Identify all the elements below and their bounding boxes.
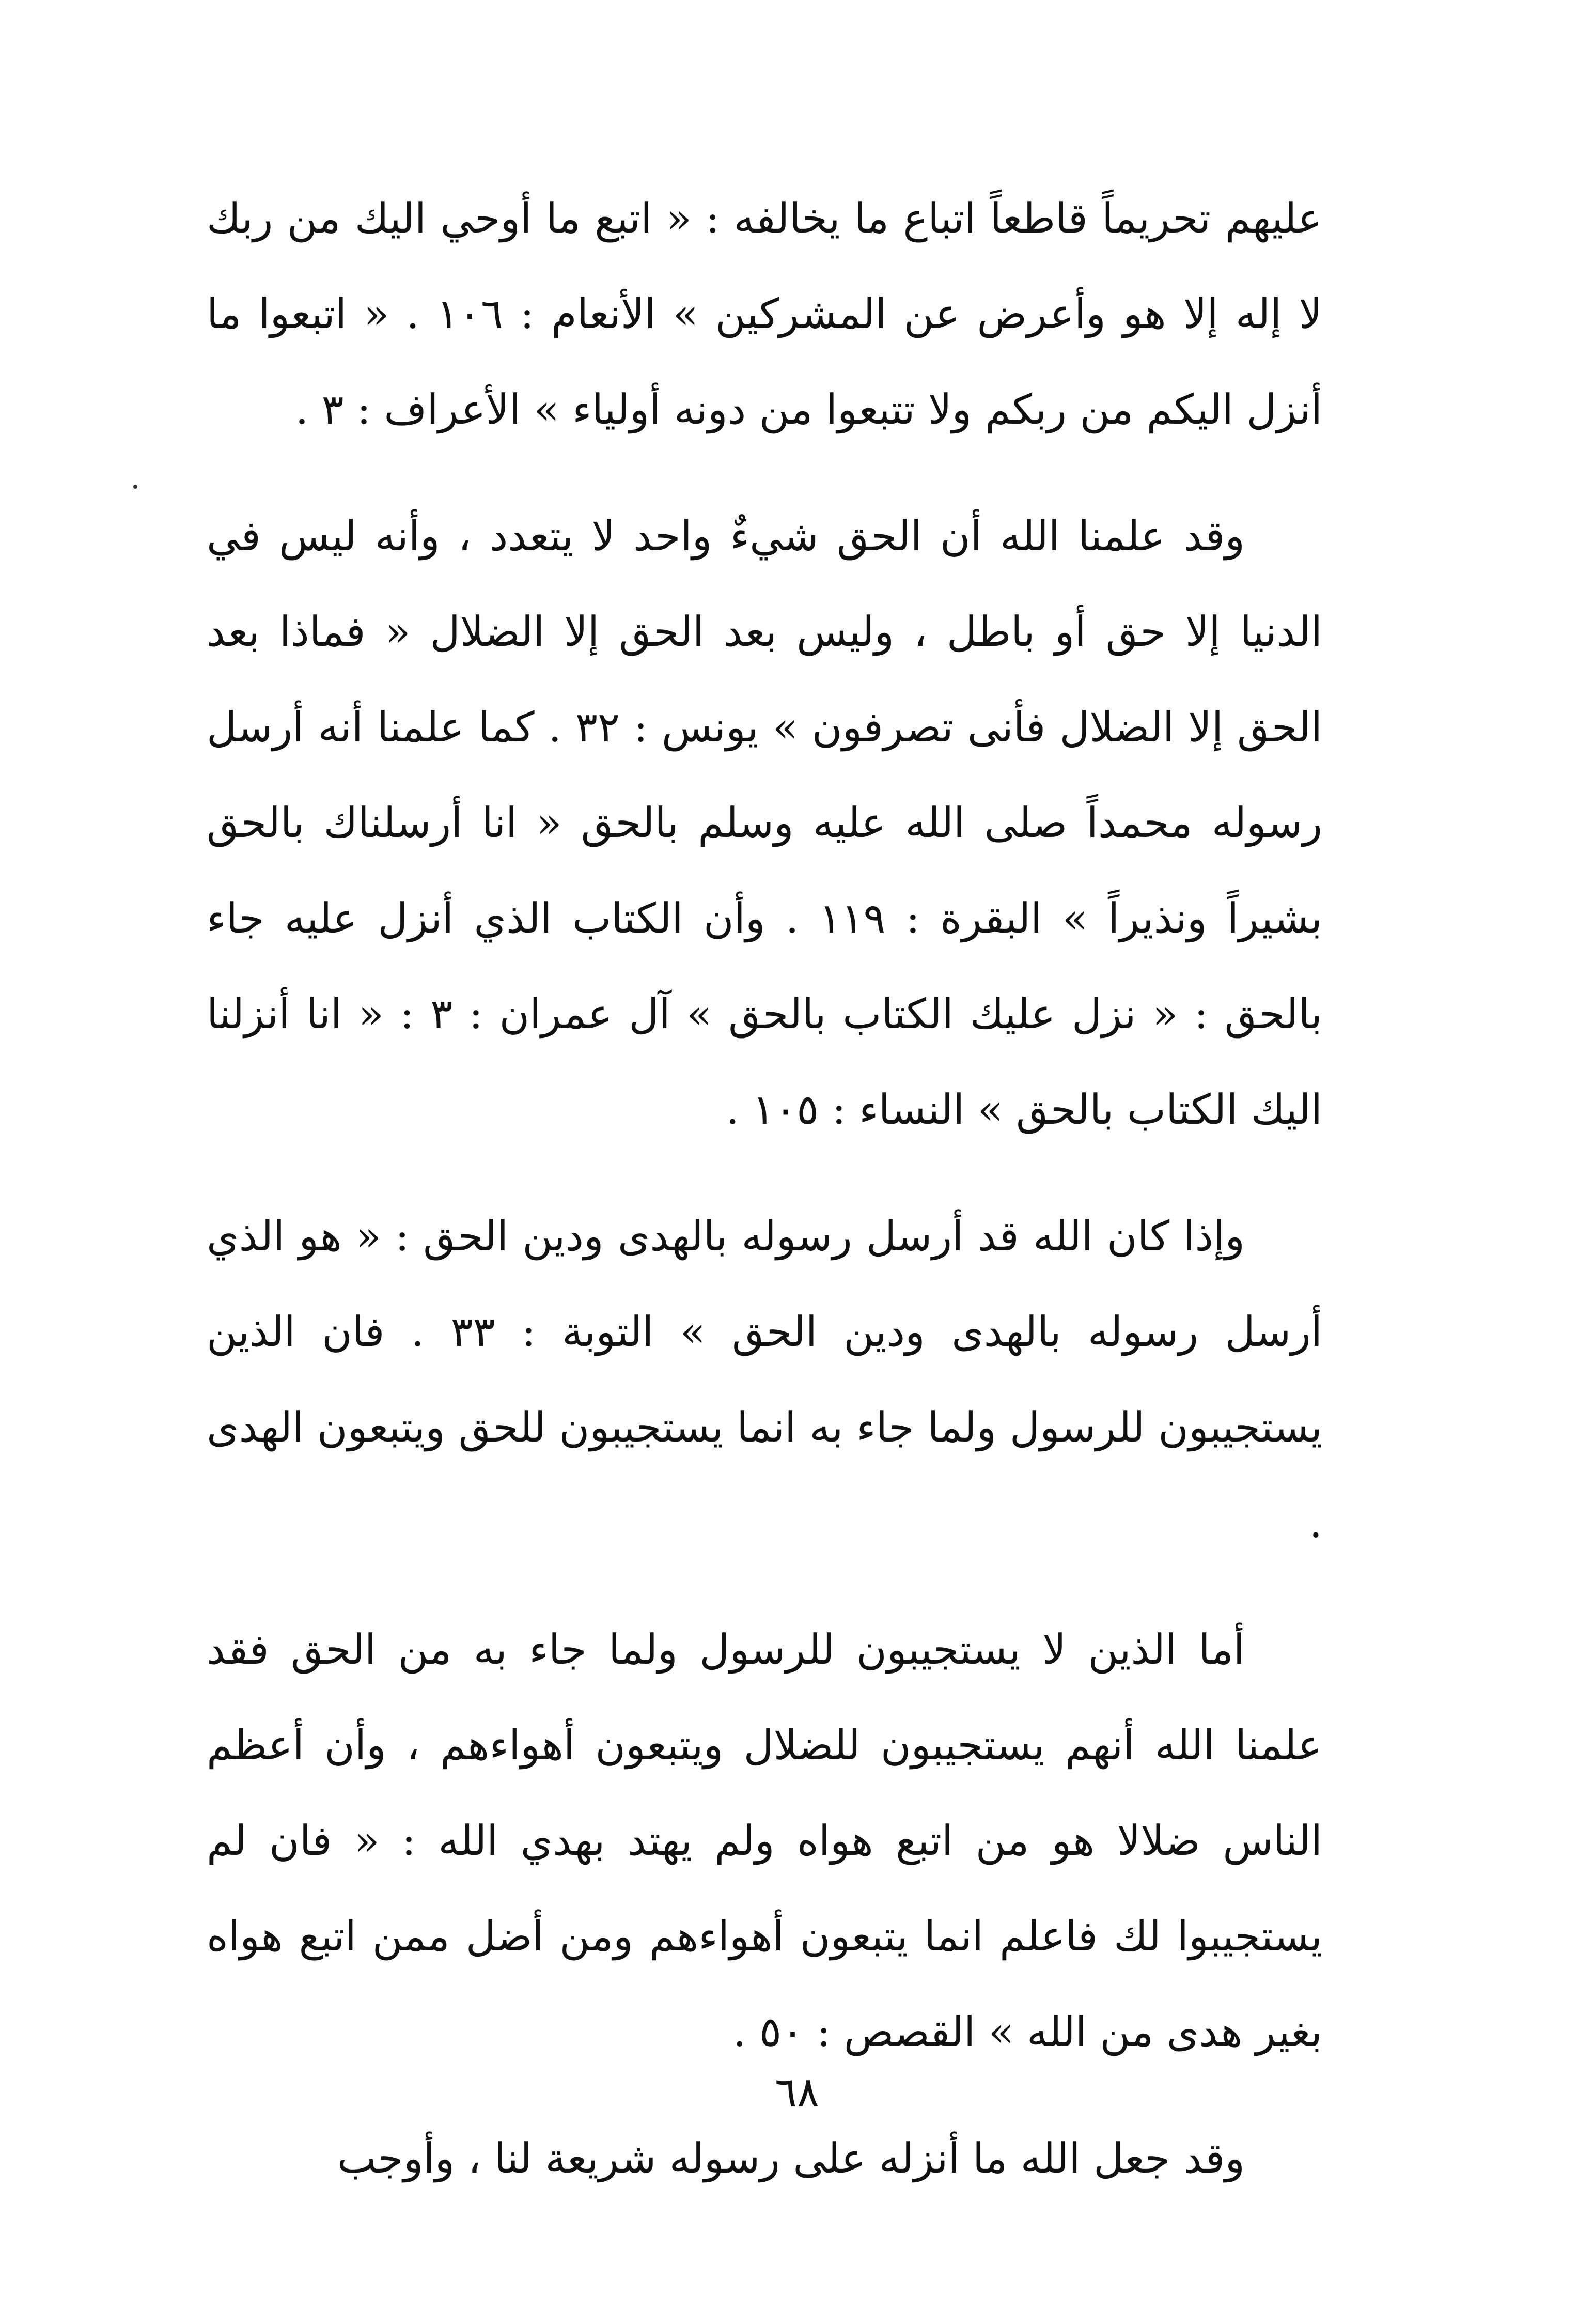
- page-number: ٦٨: [775, 2068, 819, 2116]
- paragraph-3: وإذا كان الله قد أرسل رسوله بالهدى ودين الحق : « هو الذي أرسل رسوله بالهدى ودين الحق » التوبة : ٣٣ . فان الذين يستجيبون للرسول ولما جاء به انما يستجيبون للحق ويتبعون الهدى .: [207, 1212, 1323, 1547]
- paragraph-2: وقد علمنا الله أن الحق شيءٌ واحد لا يتعدد ، وأنه ليس في الدنيا إلا حق أو باطل ، وليس بعد الحق إلا الضلال « فماذا بعد الحق إلا الضلال فأنى تصرفون » يونس : ٣٢ . كما علمنا أنه أرسل رسوله محمداً صلى الله عليه وسلم بالحق « انا أرسلناك بالحق بشيراً ونذيراً » البقرة : ١١٩ . وأن الكتاب الذي أنزل عليه جاء بالحق : « نزل عليك الكتاب بالحق » آل عمران : ٣ : « انا أنزلنا اليك الكتاب بالحق » النساء : ١٠٥ .: [207, 512, 1323, 1134]
- paragraph-1: عليهم تحريماً قاطعاً اتباع ما يخالفه : « اتبع ما أوحي اليك من ربك لا إله إلا هو وأعرض عن المشركين » الأنعام : ١٠٦ . « اتبعوا ما أنزل اليكم من ربكم ولا تتبعوا من دونه أولياء » الأعراف : ٣ .: [207, 194, 1322, 433]
- margin-speck: [133, 485, 137, 489]
- body-text: [207, 171, 1322, 2206]
- paragraph-4: أما الذين لا يستجيبون للرسول ولما جاء به من الحق فقد علمنا الله أنهم يستجيبون للضلال ويتبعون أهواءهم ، وأن أعظم الناس ضلالا هو من اتبع هواه ولم يهتد بهدي الله : « فان لم يستجيبوا لك فاعلم انما يتبعون أهواءهم ومن أضل ممن اتبع هواه بغير هدى من الله » القصص : ٥٠ .: [207, 1625, 1322, 2056]
- paragraph-5: وقد جعل الله ما أنزله على رسوله شريعة لنا ، وأوجب: [337, 2134, 1245, 2182]
